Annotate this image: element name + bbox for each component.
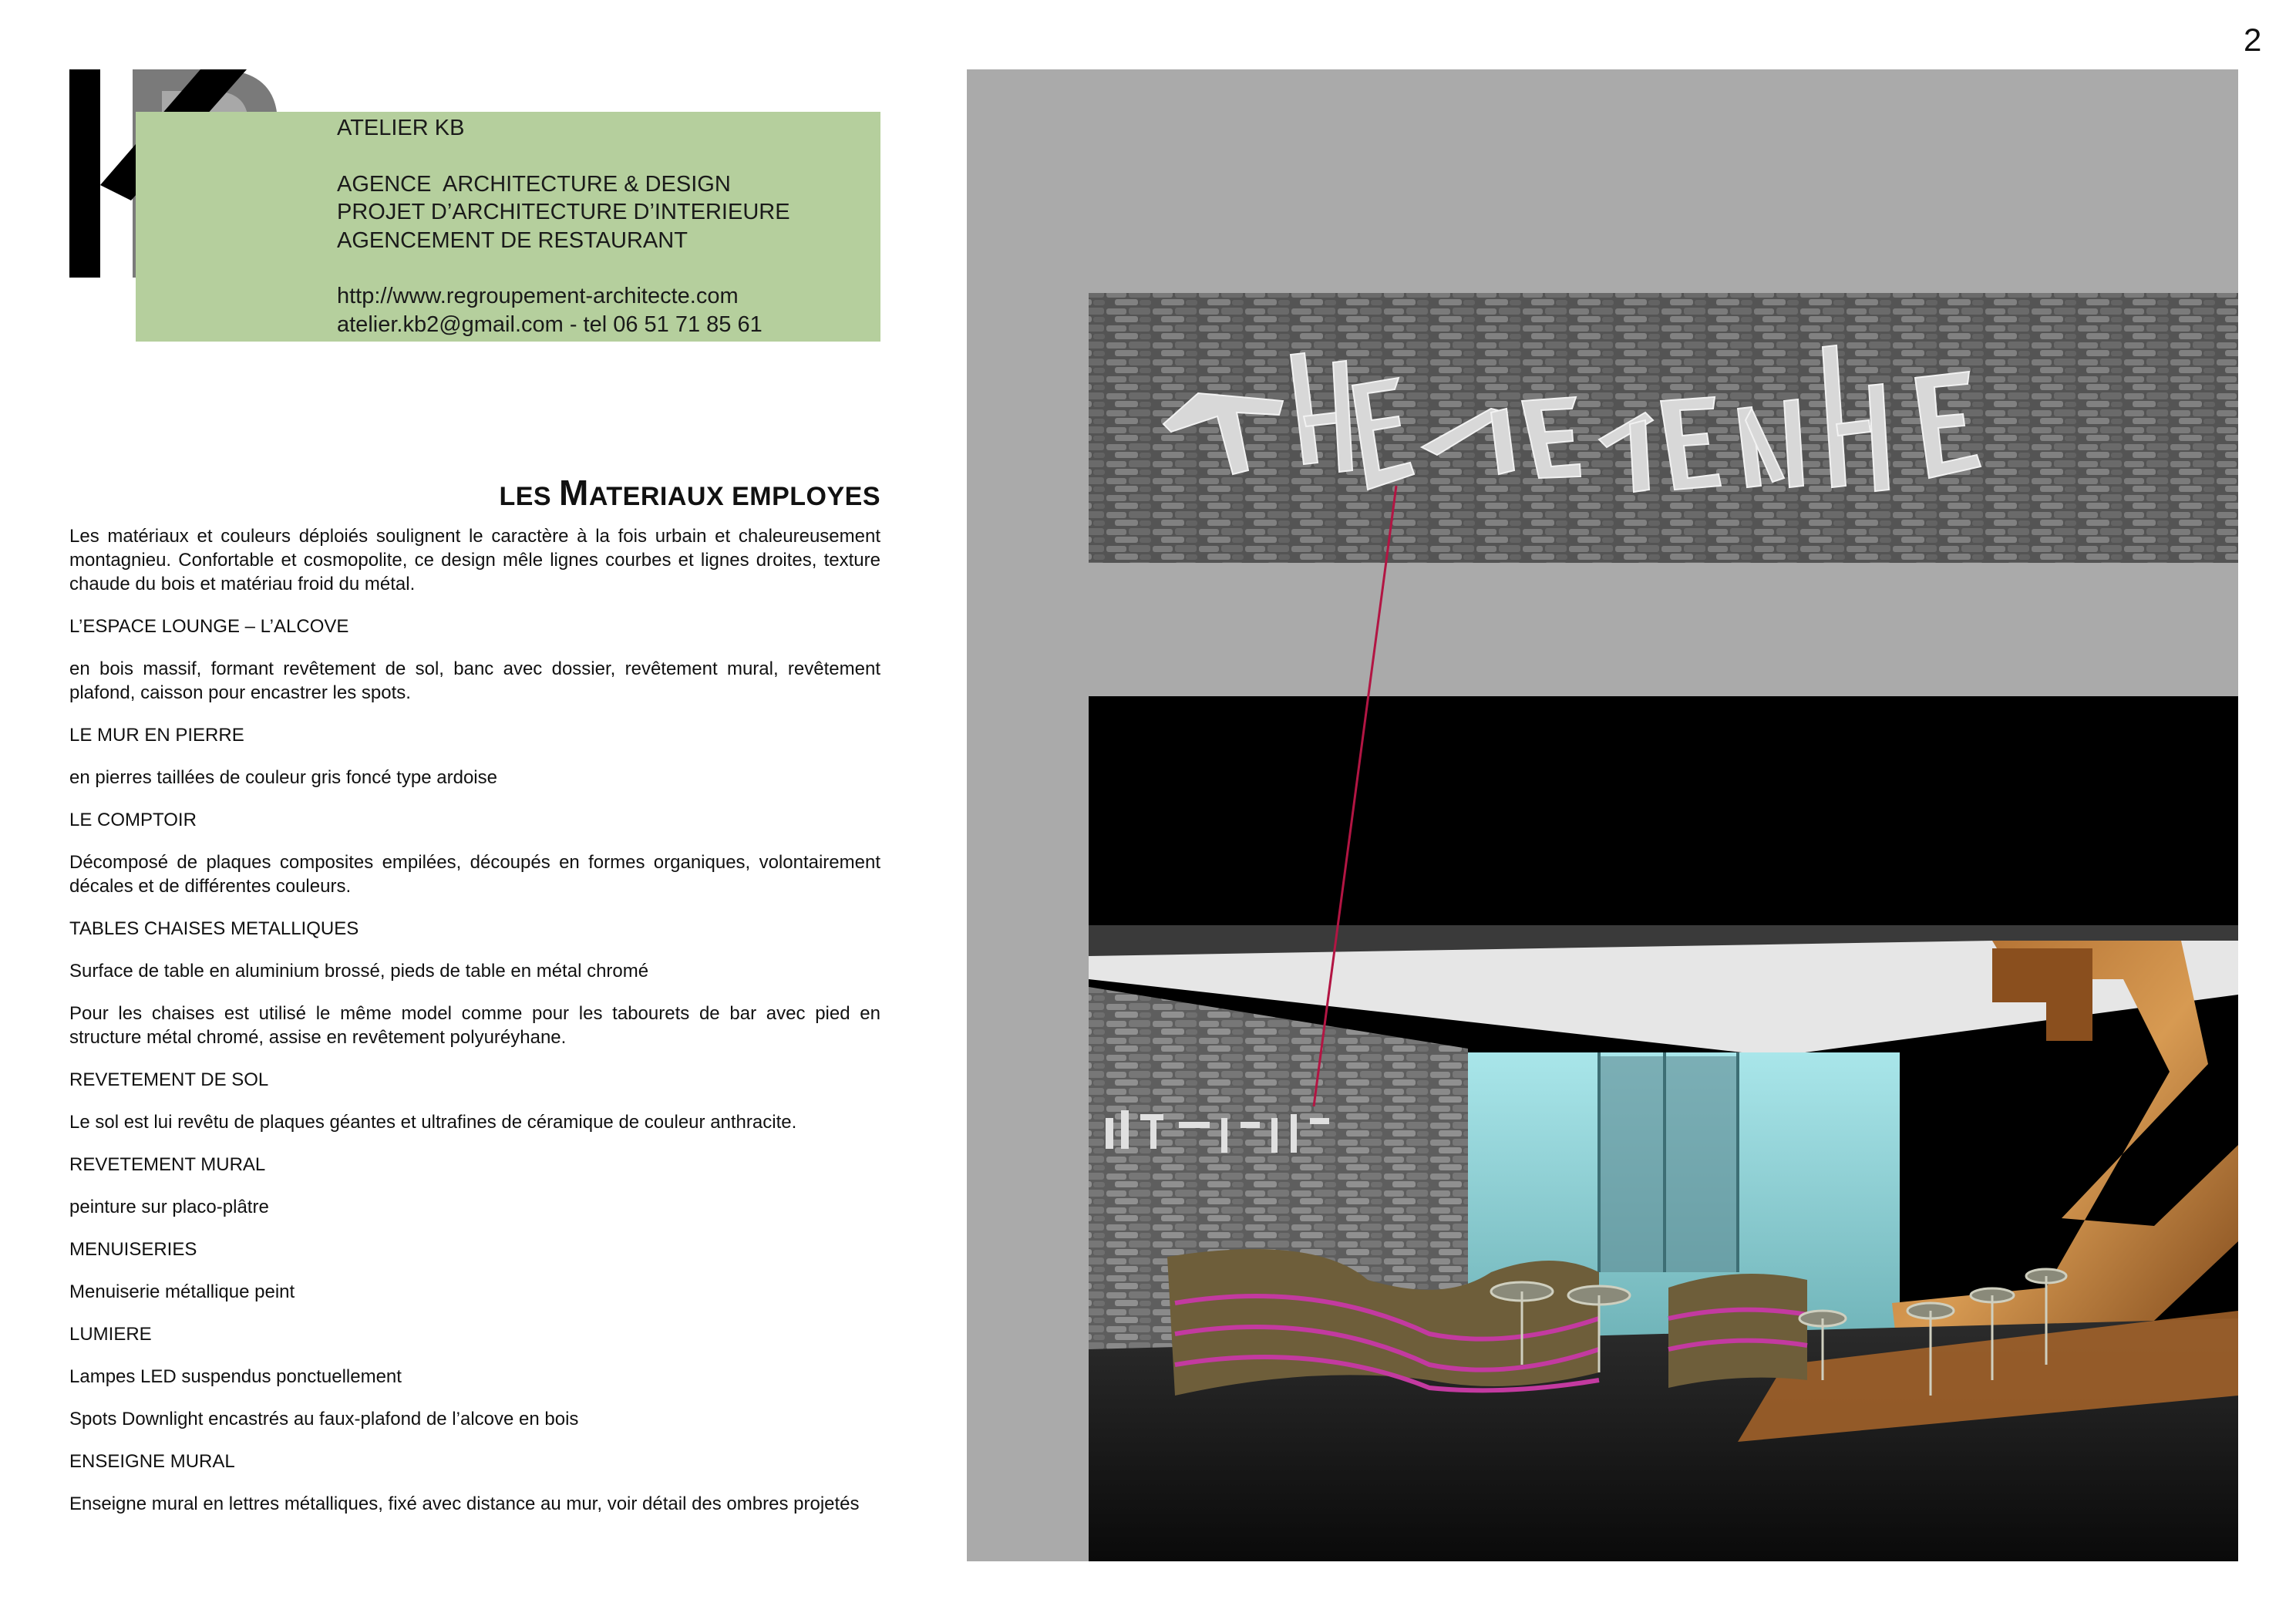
heading-sign: ENSEIGNE MURAL — [69, 1451, 235, 1472]
heading-wall-covering: REVETEMENT MURAL — [69, 1154, 266, 1175]
stone-wall-sign-render — [1089, 293, 2238, 563]
section-title — [69, 472, 880, 514]
agency-activity: AGENCE ARCHITECTURE & DESIGN — [337, 171, 731, 197]
agency-name: ATELIER KB — [337, 116, 465, 140]
restaurant-interior-render — [1089, 696, 2238, 1561]
intro-paragraph: Les matériaux et couleurs déploiés soulignent le caractère à la fois urbain et chaleureusement montagnieu. Confortable et cosmopolite, ce design mêle lignes courbes et lignes droites, texture chaude du bois et matériau froid du métal. — [69, 526, 880, 594]
paragraph-counter: Décomposé de plaques composites empilées, découpés en formes organiques, volontairement décales et de différentes couleurs. — [69, 852, 880, 897]
paragraph-chairs: Pour les chaises est utilisé le même model comme pour les tabourets de bar avec pied en structure métal chromé, assise en revêtement polyuréyhane. — [69, 1003, 880, 1048]
agency-contact: atelier.kb2@gmail.com - tel 06 51 71 85 61 — [337, 311, 763, 337]
heading-floor: REVETEMENT DE SOL — [69, 1069, 269, 1090]
paragraph-stone-wall: en pierres taillées de couleur gris foncé type ardoise — [69, 767, 497, 788]
paragraph-floor: Le sol est lui revêtu de plaques géantes et ultrafines de céramique de couleur anthracite. — [69, 1112, 797, 1133]
page-number: 2 — [2244, 22, 2262, 58]
paragraph-lighting-spots: Spots Downlight encastrés au faux-plafond de l’alcove en bois — [69, 1409, 579, 1429]
agency-service: AGENCEMENT DE RESTAURANT — [337, 227, 688, 253]
paragraph-lounge: en bois massif, formant revêtement de sol, banc avec dossier, revêtement mural, revêtement plafond, caisson pour encastrer les spots. — [69, 658, 880, 703]
heading-lounge: L’ESPACE LOUNGE – L’ALCOVE — [69, 616, 349, 637]
section-title-part2: ATERIAUX EMPLOYES — [588, 482, 880, 511]
paragraph-sign: Enseigne mural en lettres métalliques, fixé avec distance au mur, voir détail des ombres projetés — [69, 1493, 860, 1514]
agency-project: PROJET D’ARCHITECTURE D’INTERIEURE — [337, 200, 790, 224]
paragraph-wall-covering: peinture sur placo-plâtre — [69, 1197, 269, 1217]
heading-joinery: MENUISERIES — [69, 1239, 197, 1260]
heading-tables-chairs: TABLES CHAISES METALLIQUES — [69, 918, 359, 939]
agency-info-text — [337, 114, 790, 338]
paragraph-joinery: Menuiserie métallique peint — [69, 1281, 295, 1302]
agency-website[interactable]: http://www.regroupement-architecte.com — [337, 284, 739, 308]
section-title-part1: LES — [499, 482, 560, 511]
render-panel — [967, 69, 2238, 1561]
paragraph-tables: Surface de table en aluminium brossé, pieds de table en métal chromé — [69, 961, 649, 982]
heading-stone-wall: LE MUR EN PIERRE — [69, 725, 244, 746]
render-illustration — [967, 69, 2238, 1561]
paragraph-lighting-led: Lampes LED suspendus ponctuellement — [69, 1366, 402, 1387]
heading-counter: LE COMPTOIR — [69, 810, 197, 830]
section-title-capital: M — [559, 473, 589, 513]
heading-lighting: LUMIERE — [69, 1324, 152, 1345]
materials-text — [69, 524, 880, 1534]
